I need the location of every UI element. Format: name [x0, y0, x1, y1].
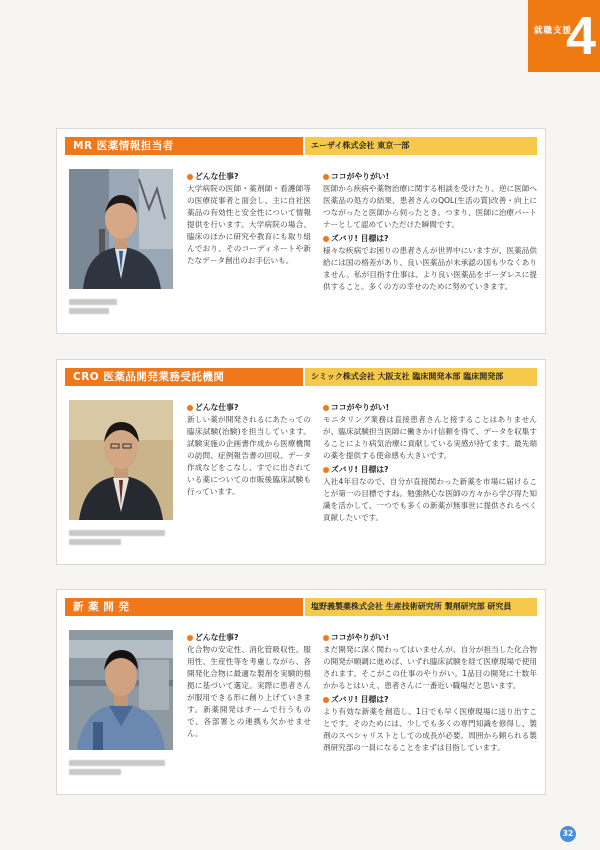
job-description-text: 新しい薬が開発されるにあたっての臨床試験(治験)を担当しています。試験実施の企画書作成から医療機関の訪問、症例報告書の回収、データ作成などをこなし、すでに出されている薬についての市販後臨床試験も行っています。: [187, 415, 311, 496]
card-header: [65, 137, 537, 155]
bullet-dot-icon: [187, 174, 193, 180]
job-description-column: [187, 171, 311, 269]
interview-column: [323, 402, 537, 526]
question-heading: ズバリ! 目標は?: [323, 233, 537, 245]
section-tab: [528, 0, 600, 72]
goal-text: より有効な新薬を創造し、1日でも早く医療現場に送り出すことです。そのためには、少しでも多くの専門知識を修得し、製剤のスペシャリストとしての成長が必要。周囲から頼られる製剤研究部の一員になることをまずは目指しています。: [323, 707, 537, 752]
job-description-column: [187, 402, 311, 500]
rewarding-text: 医師から疾病や薬物治療に関する相談を受けたり、逆に医師へ医薬品の処方の結果、患者さんのQOL(生活の質)改善・向上につながったと医師から伺ったとき。つまり、医師に治療パートナーとして認めていただけた瞬間です。: [323, 184, 537, 229]
section-tab-number: 4: [565, 6, 596, 66]
job-title: MR 医薬情報担当者: [65, 137, 303, 155]
person-photo: [69, 400, 173, 520]
bullet-dot-icon: [323, 697, 329, 703]
question-heading: ココがやりがい!: [323, 402, 537, 414]
bullet-dot-icon: [323, 405, 329, 411]
question-heading: ココがやりがい!: [323, 171, 537, 183]
job-card-new-drug: [56, 589, 546, 795]
question-heading: どんな仕事?: [187, 632, 311, 644]
company-name: 塩野義製薬株式会社 生産技術研究所 製剤研究部 研究員: [305, 598, 537, 616]
job-card-cro: [56, 359, 546, 565]
bullet-dot-icon: [323, 467, 329, 473]
question-heading: ズバリ! 目標は?: [323, 694, 537, 706]
card-header: [65, 598, 537, 616]
interview-column: [323, 632, 537, 756]
question-heading: どんな仕事?: [187, 402, 311, 414]
rewarding-text: モニタリング業務は直接患者さんと接することはありませんが、臨床試験担当医師に働きかけ信頼を得て、データを収集することにより病気治療に貢献している実感が持てます。最先端の薬を提供する使命感も大きいです。: [323, 415, 537, 460]
question-heading: ズバリ! 目標は?: [323, 464, 537, 476]
bullet-dot-icon: [323, 635, 329, 641]
job-card-mr: [56, 128, 546, 334]
photo-caption-blurred: [69, 530, 173, 548]
photo-caption-blurred: [69, 760, 173, 778]
person-photo: [69, 630, 173, 750]
photo-caption-blurred: [69, 299, 173, 317]
bullet-dot-icon: [323, 236, 329, 242]
bullet-dot-icon: [187, 635, 193, 641]
goal-text: 様々な疾病でお困りの患者さんが世界中にいますが、医薬品供給には国の格差があり、良い医薬品が未承認の国も少なくありません。私が目指す仕事は、より良い医薬品をボーダレスに提供すること。多くの方の幸せのために努めていきます。: [323, 246, 537, 291]
question-heading: ココがやりがい!: [323, 632, 537, 644]
bullet-dot-icon: [323, 174, 329, 180]
job-description-column: [187, 632, 311, 742]
job-description-text: 大学病院の医師・薬剤師・看護師等の医療従事者と面会し、主に自社医薬品の有効性と安全性について情報提供を行います。大学病院の場合、臨床のほかに研究や教育にも取り組んでおり、そのコーディネートや新たなデータ創出のお手伝いも。: [187, 184, 311, 265]
goal-text: 入社4年目なので、自分が直接関わった新薬を市場に届けることが第一の目標ですね。勉強熱心な医師の方々から学び得た知識を活かして、一つでも多くの新薬が無事世に提供されるべく貢献したいです。: [323, 477, 537, 522]
question-heading: どんな仕事?: [187, 171, 311, 183]
interview-column: [323, 171, 537, 295]
rewarding-text: まだ開発に深く関わってはいませんが、自分が担当した化合物の開発が順調に進めば、いずれ臨床試験を経て医療現場で使用されます。そこがこの仕事のやりがい。1品目の開発に十数年かかるとはいえ、患者さんに一番近い職場だと思います。: [323, 645, 537, 690]
job-title: 新 薬 開 発: [65, 598, 303, 616]
bullet-dot-icon: [187, 405, 193, 411]
company-name: エーザイ株式会社 東京一部: [305, 137, 537, 155]
page-number-badge: 32: [560, 826, 576, 842]
person-photo: [69, 169, 173, 289]
job-description-text: 化合物の安定性、消化管吸収性、服用性、生産性等を考慮しながら、各開発化合物に最適な製剤を実験的根拠に基づいて選定。実際に患者さんが服用できる形に創り上げていきます。新薬開発はチームで行うもので、各部署との連携も欠かせません。: [187, 645, 311, 738]
job-title: CRO 医薬品開発業務受託機関: [65, 368, 303, 386]
company-name: シミック株式会社 大阪支社 臨床開発本部 臨床開発部: [305, 368, 537, 386]
section-tab-label: 就職支援: [534, 26, 573, 36]
card-header: [65, 368, 537, 386]
